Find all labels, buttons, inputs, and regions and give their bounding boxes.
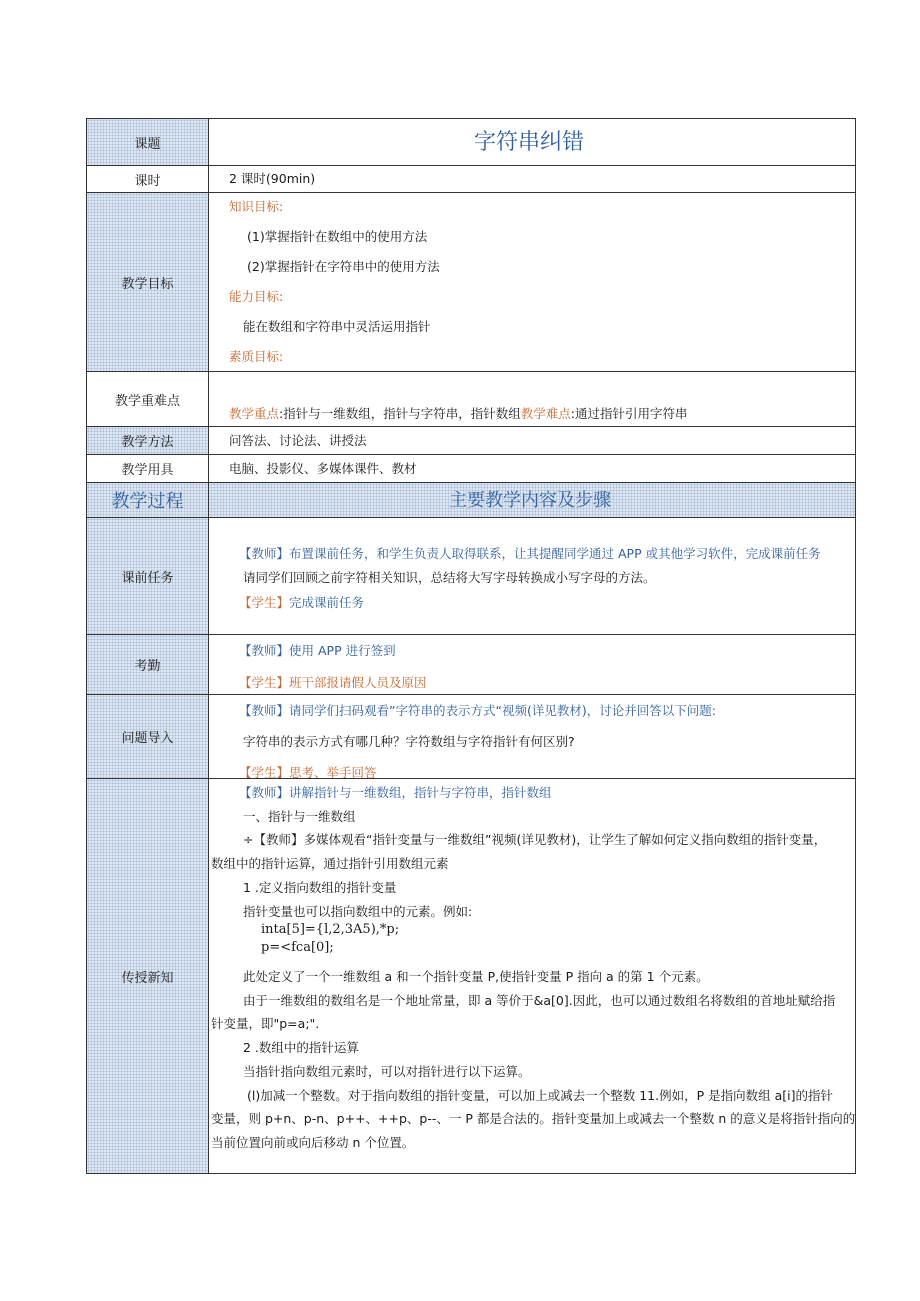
knowledge-goal-heading: 知识目标: [229,199,284,214]
intro-teacher-line [239,703,716,719]
label-methods: 教学方法 [87,427,209,454]
nk-media-tag: 【教师】 [253,832,304,847]
teacher-tag: 【教师】 [239,703,290,718]
intro-student-line [239,765,377,779]
label-key-points: 教学重难点 [87,372,209,426]
row-pre-task [87,518,855,635]
teacher-tag: 【教师】 [239,546,290,561]
pre-task-student-text: 完成课前任务 [289,595,365,610]
nk-explain-1: 此处定义了一个一维数组 a 和一个指针变量 P,使指针变量 P 指向 a 的第 1 个元素。 [243,969,709,984]
quality-goal-heading: 素质目标: [229,349,284,364]
key-point-text: :指针与一维数组，指针与字符串，指针数组 [279,406,521,421]
tools-value: 电脑、投影仪、多媒体课件、教材 [229,461,417,476]
process-header-value: 主要教学内容及步骤 [449,490,611,511]
row-new-knowledge [87,779,855,1173]
student-tag: 【学生】 [239,675,290,690]
nk-code-line-2: p=<fca[0]; [261,940,334,955]
nk-media-line [243,832,826,848]
student-tag: 【学生】 [239,595,290,610]
intro-teacher-text: 请同学们扫码观看”字符串的表示方式“视频(详见教材)，讨论并回答以下问题: [289,703,716,718]
nk-media-text-b: 数组中的指针运算，通过指针引用数组元素 [211,856,449,871]
attendance-student-text: 班干部报请假人员及原因 [289,675,427,690]
teacher-tag: 【教师】 [239,643,290,658]
hours-value: 2 课时(90min) [229,171,316,186]
pre-task-student-line [239,595,364,611]
row-tools [87,455,855,483]
nk-subsection-1-text: 指针变量也可以指向数组中的元素。例如: [243,904,473,919]
label-new-knowledge: 传授新知 [87,779,209,1173]
pre-task-teacher-line [239,546,821,562]
nk-code-line-1: inta[5]={l,2,3A5),*p; [261,922,400,937]
label-tools: 教学用具 [87,455,209,482]
ability-goal-heading: 能力目标: [229,289,284,304]
nk-op1-line-b: 变量，则 p+n、p-n、p++、++p、p--、一 P 都是合法的。指针变量加上或减去一个整数 n 的意义是将指针指向的 [211,1111,856,1126]
row-methods [87,427,855,455]
row-attendance [87,635,855,695]
row-hours [87,166,855,193]
student-tag: 【学生】 [239,765,290,779]
row-goals [87,193,855,372]
nk-subsection-2-text: 当指针指向数组元素时，可以对指针进行以下运算。 [243,1064,531,1079]
lesson-title: 字符串纠错 [474,130,585,155]
lesson-plan-table [86,118,856,1174]
attendance-teacher-line [239,643,396,659]
nk-op1-line-c: 当前位置向前或向后移动 n 个位置。 [211,1135,415,1150]
row-key-points [87,372,855,427]
attendance-student-line [239,675,427,691]
attendance-teacher-text: 使用 APP 进行签到 [289,643,396,658]
key-point-heading: 教学重点 [229,406,280,421]
label-process: 教学过程 [87,483,209,517]
label-hours: 课时 [87,166,209,192]
label-goals: 教学目标 [87,193,209,371]
label-attendance: 考勤 [87,635,209,694]
nk-explain-2a: 由于一维数组的数组名是一个地址常量，即 a 等价于&a[0].因此，也可以通过数组名将数组的首地址赋给指 [243,993,836,1008]
row-intro [87,695,855,779]
difficulty-text: :通过指针引用字符串 [570,406,688,421]
nk-teacher-line [239,785,552,801]
key-points-text [229,406,687,422]
knowledge-goal-2: (2)掌握指针在字符串中的使用方法 [247,259,440,274]
difficulty-heading: 教学难点 [520,406,571,421]
nk-explain-2b: 针变量，即"p=a;". [211,1016,320,1031]
teacher-tag: 【教师】 [239,785,290,800]
intro-student-text: 思考、举手回答 [289,765,377,779]
nk-section-1: 一、指针与一维数组 [243,809,356,824]
row-topic [87,119,855,166]
label-intro: 问题导入 [87,695,209,778]
nk-subsection-2: 2 .数组中的指针运算 [243,1040,359,1055]
nk-op1-line-a: (l)加减一个整数。对于指向数组的指针变量，可以加上或减去一个整数 11.例如，P 是指向数组 a[i]的指针 [247,1088,833,1103]
knowledge-goal-1: (1)掌握指针在数组中的使用方法 [247,229,428,244]
label-topic: 课题 [87,119,209,165]
nk-subsection-1: 1 .定义指向数组的指针变量 [243,880,397,895]
row-process-header [87,483,855,518]
nk-media-text-a: 多媒体观看“指针变量与一维数组”视频(详见教材)，让学生了解如何定义指向数组的指针变量， [303,832,827,847]
nk-teacher-text: 讲解指针与一维数组，指针与字符串，指针数组 [289,785,552,800]
pre-task-line-2: 请同学们回顾之前字符相关知识，总结将大写字母转换成小写字母的方法。 [243,570,656,585]
intro-question: 字符串的表示方式有哪几种？字符数组与字符指针有何区别? [243,734,575,749]
nk-media-prefix: ÷ [243,832,254,847]
ability-goal-1: 能在数组和字符串中灵活运用指针 [243,319,431,334]
pre-task-teacher-text: 布置课前任务，和学生负责人取得联系，让其提醒同学通过 APP 或其他学习软件，完成课前任务 [289,546,821,561]
methods-value: 问答法、讨论法、讲授法 [229,433,367,448]
label-pre-task: 课前任务 [87,518,209,634]
